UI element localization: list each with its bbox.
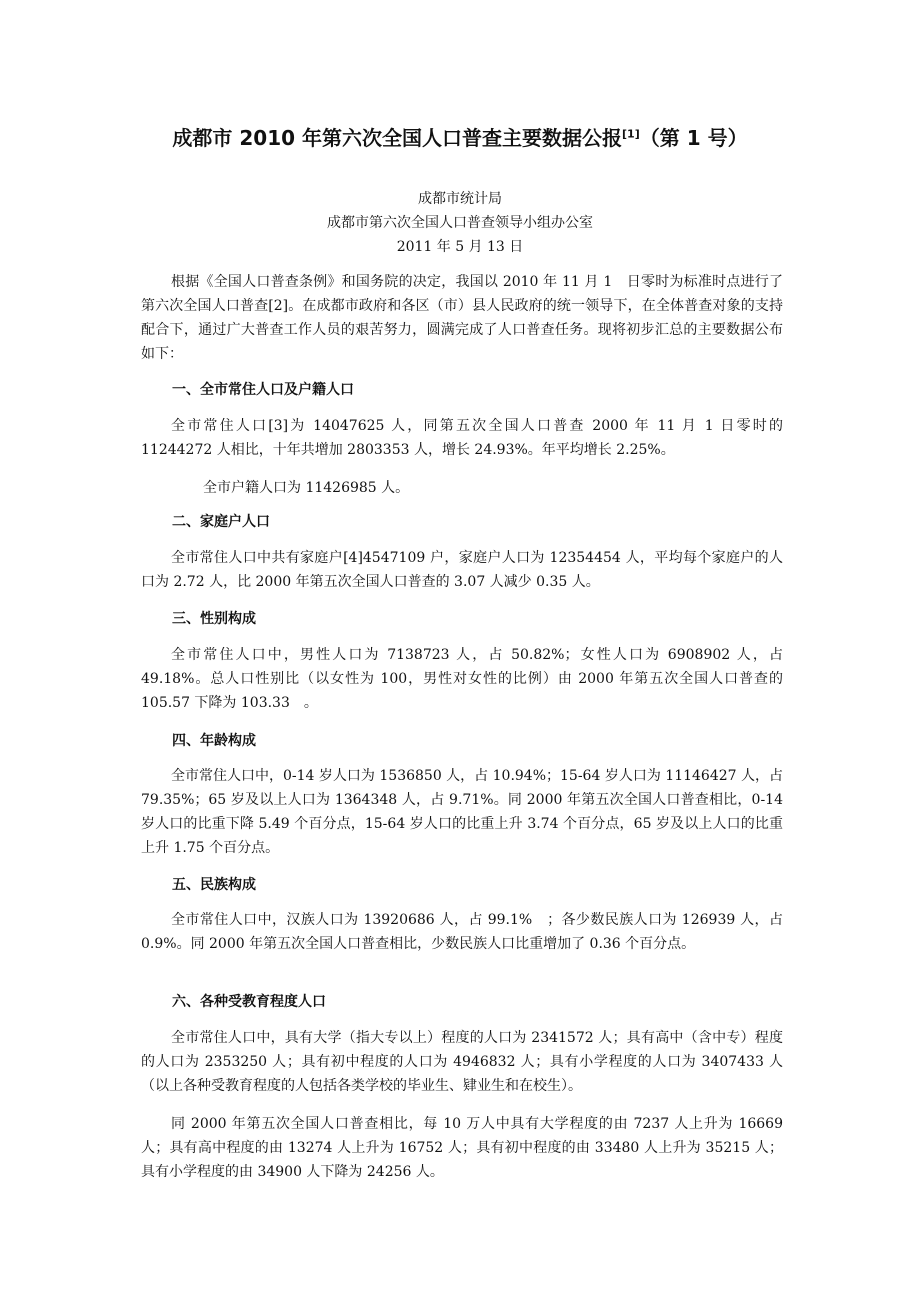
issuer-statistics-bureau: 成都市统计局: [418, 191, 502, 207]
issue-date: 2011 年 5 月 13 日: [396, 239, 524, 255]
title-main: 成都市 2010 年第六次全国人口普查主要数据公报: [172, 126, 623, 150]
section-heading-2: 二、家庭户人口: [172, 514, 270, 530]
section-heading-4: 四、年龄构成: [172, 733, 256, 749]
section-heading-1: 一、全市常住人口及户籍人口: [172, 382, 354, 398]
section-3-paragraph-1: 全市常住人口中，男性人口为 7138723 人，占 50.82%；女性人口为 6908902 人，占 49.18%。总人口性别比（以女性为 100，男性对女性的比例）由 2000 年第五次全国人口普查的 105.57 下降为 103.33 。: [141, 647, 783, 711]
intro-paragraph: 根据《全国人口普查条例》和国务院的决定，我国以 2010 年 11 月 1 日零时为标准时点进行了第六次全国人口普查[2]。在成都市政府和各区（市）县人民政府的统一领导下，在全体普查对象的支持配合下，通过广大普查工作人员的艰苦努力，圆满完成了人口普查任务。现将初步汇总的主要数据公布如下：: [141, 274, 783, 362]
section-heading-6: 六、各种受教育程度人口: [172, 994, 326, 1010]
section-2-paragraph-1: 全市常住人口中共有家庭户[4]4547109 户，家庭户人口为 12354454 人，平均每个家庭户的人口为 2.72 人，比 2000 年第五次全国人口普查的 3.07 人减少 0.35 人。: [141, 550, 783, 590]
section-1-paragraph-1: 全市常住人口[3]为 14047625 人，同第五次全国人口普查 2000 年 11 月 1 日零时的 11244272 人相比，十年共增加 2803353 人，增长 24.93%。年平均增长 2.25%。: [141, 418, 783, 458]
section-1-paragraph-2: 全市户籍人口为 11426985 人。: [203, 480, 410, 496]
section-4-paragraph-1: 全市常住人口中，0-14 岁人口为 1536850 人，占 10.94%；15-64 岁人口为 11146427 人，占 79.35%；65 岁及以上人口为 1364348 人，占 9.71%。同 2000 年第五次全国人口普查相比，0-14 岁人口的比重下降 5.49 个百分点，15-64 岁人口的比重上升 3.74 个百分点，65 岁及以上人口的比重上升 1.75 个百分点。: [141, 768, 783, 856]
document-title: [80, 124, 840, 152]
issuer-census-office: 成都市第六次全国人口普查领导小组办公室: [327, 215, 593, 231]
section-heading-5: 五、民族构成: [172, 877, 256, 893]
title-footnote-ref: [1]: [622, 127, 640, 141]
section-6-paragraph-2: 同 2000 年第五次全国人口普查相比，每 10 万人中具有大学程度的由 7237 人上升为 16669 人；具有高中程度的由 13274 人上升为 16752 人；具有初中程度的由 33480 人上升为 35215 人；具有小学程度的由 34900 人下降为 24256 人。: [141, 1116, 783, 1180]
section-6-paragraph-1: 全市常住人口中，具有大学（指大专以上）程度的人口为 2341572 人；具有高中（含中专）程度的人口为 2353250 人；具有初中程度的人口为 4946832 人；具有小学程度的人口为 3407433 人（以上各种受教育程度的人包括各类学校的毕业生、肄业生和在校生）。: [141, 1030, 783, 1094]
title-suffix: （第 1 号）: [639, 126, 748, 150]
section-5-paragraph-1: 全市常住人口中，汉族人口为 13920686 人，占 99.1% ；各少数民族人口为 126939 人，占 0.9%。同 2000 年第五次全国人口普查相比，少数民族人口比重增加了 0.36 个百分点。: [141, 912, 783, 952]
section-heading-3: 三、性别构成: [172, 611, 256, 627]
